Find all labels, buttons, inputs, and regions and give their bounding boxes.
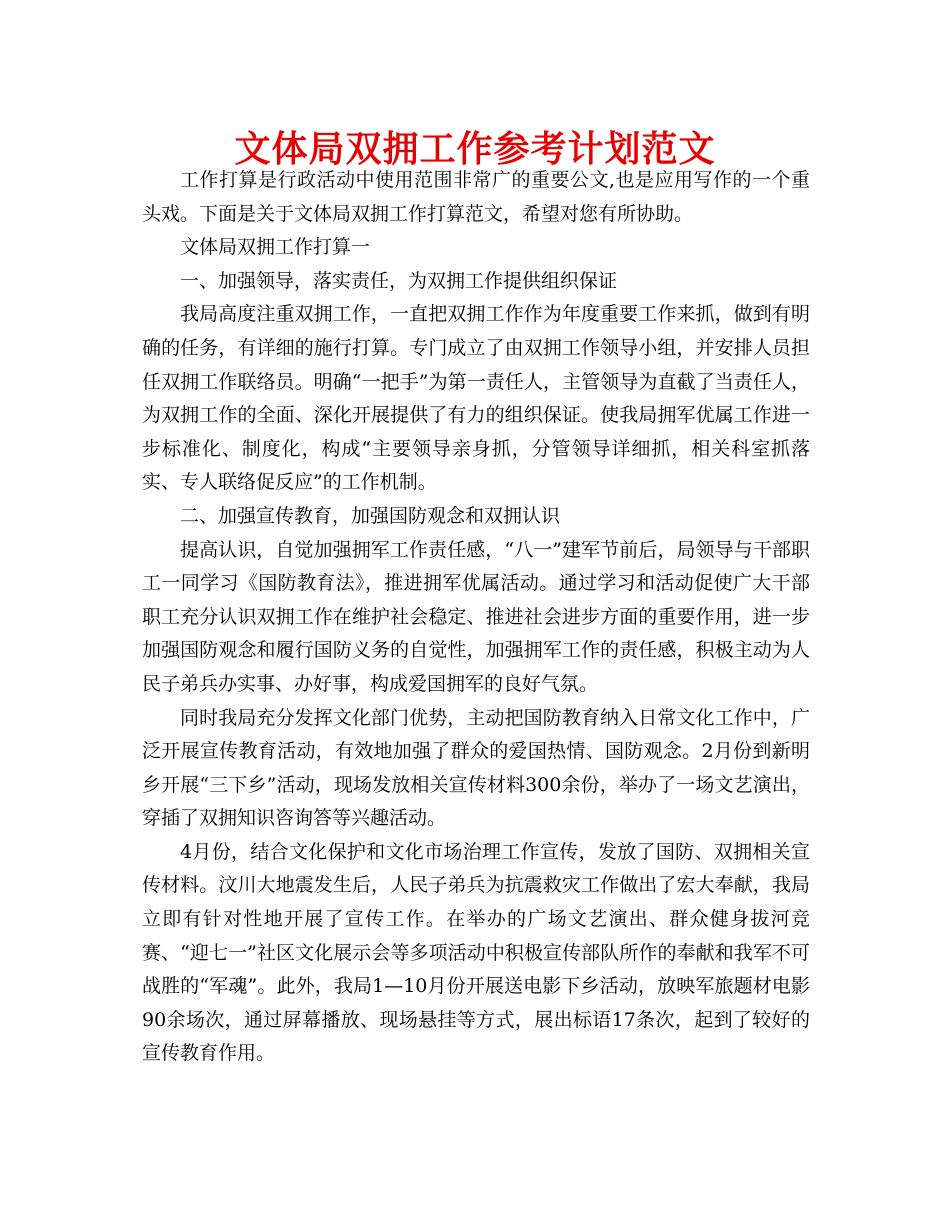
body-paragraph: 4月份，结合文化保护和文化市场治理工作宣传，发放了国防、双拥相关宣传材料。汶川大地震发生后，人民子弟兵为抗震救灾工作做出了宏大奉献，我局立即有针对性地开展了宣传工作。在举办的广场文艺演出、群众健身拔河竞赛、“迎七一”社区文化展示会等多项活动中积极宣传部队所作的奉献和我军不可战胜的“军魂”。此外，我局1—10月份开展送电影下乡活动，放映军旅题材电影90余场次，通过屏幕播放、现场悬挂等方式，展出标语17条次，起到了较好的宣传教育作用。: [142, 840, 810, 1065]
document-body: [142, 164, 810, 1071]
document-title: 文体局双拥工作参考计划范文: [234, 129, 716, 170]
body-paragraph: 提高认识，自觉加强拥军工作责任感，“八一”建军节前后，局领导与干部职工一同学习《国防教育法》，推进拥军优属活动。通过学习和活动促使广大干部职工充分认识双拥工作在维护社会稳定、推进社会进步方面的重要作用，进一步加强国防观念和履行国防义务的自觉性，加强拥军工作的责任感，积极主动为人民子弟兵办实事、办好事，构成爱国拥军的良好气氛。: [142, 538, 810, 695]
section-heading-1: 一、加强领导，落实责任，为双拥工作提供组织保证: [180, 269, 618, 292]
body-paragraph: 同时我局充分发挥文化部门优势，主动把国防教育纳入日常文化工作中，广泛开展宣传教育活动，有效地加强了群众的爱国热情、国防观念。2月份到新明乡开展“三下乡”活动，现场发放相关宣传材料300余份，举办了一场文艺演出，穿插了双拥知识咨询答等兴趣活动。: [142, 706, 810, 830]
section-heading-2: 二、加强宣传教育，加强国防观念和双拥认识: [180, 504, 561, 527]
intro-paragraph: 工作打算是行政活动中使用范围非常广的重要公文,也是应用写作的一个重头戏。下面是关于文体局双拥工作打算范文，希望对您有所协助。: [142, 169, 810, 225]
plan-subtitle: 文体局双拥工作打算一: [180, 236, 371, 259]
body-paragraph: 我局高度注重双拥工作，一直把双拥工作作为年度重要工作来抓，做到有明确的任务，有详细的施行打算。专门成立了由双拥工作领导小组，并安排人员担任双拥工作联络员。明确“一把手”为第一责任人，主管领导为直截了当责任人，为双拥工作的全面、深化开展提供了有力的组织保证。使我局拥军优属工作进一步标准化、制度化，构成“主要领导亲身抓，分管领导详细抓，相关科室抓落实、专人联络促反应”的工作机制。: [142, 303, 810, 494]
